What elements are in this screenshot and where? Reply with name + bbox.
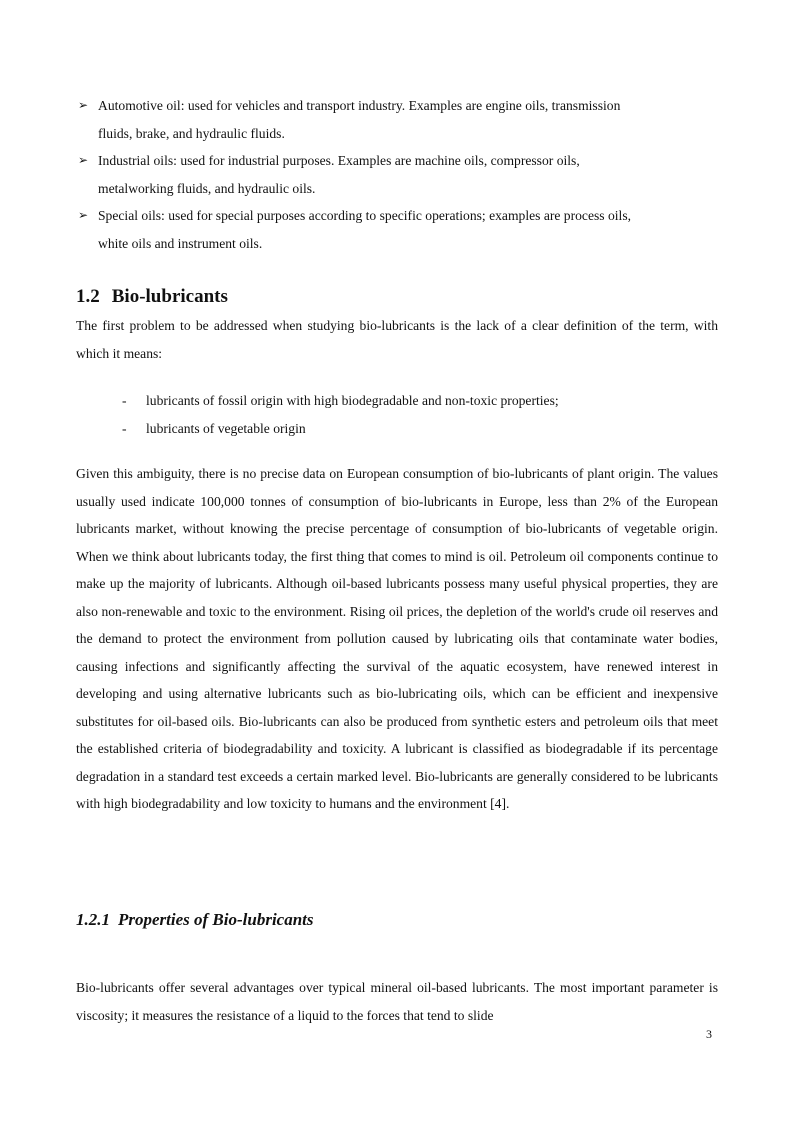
subsection-number: 1.2.1	[76, 910, 110, 929]
paragraph: Bio-lubricants offer several advantages over typical mineral oil-based lubricants. The most important parameter is viscosity; it measures the resistance of a liquid to the forces that tend to slide	[76, 980, 718, 1023]
subsection-title: Properties of Bio-lubricants	[118, 910, 314, 929]
dash-marker: -	[122, 393, 127, 408]
oil-types-list	[76, 92, 656, 257]
definition-text: lubricants of fossil origin with high biodegradable and non-toxic properties;	[146, 393, 559, 408]
arrow-bullet-icon: ➢	[78, 98, 89, 112]
arrow-bullet-icon: ➢	[78, 153, 89, 167]
definition-text: lubricants of vegetable origin	[146, 421, 306, 436]
dash-marker: -	[122, 421, 127, 436]
arrow-bullet-icon: ➢	[78, 208, 89, 222]
definitions-list	[122, 387, 559, 443]
list-item	[122, 387, 559, 415]
page-number: 3	[706, 1027, 712, 1041]
section-heading	[76, 283, 228, 311]
list-item	[122, 415, 559, 443]
list-item	[76, 147, 656, 202]
paragraph: Given this ambiguity, there is no precise data on European consumption of bio-lubricants of plant origin. The values usually used indicate 100,000 tonnes of consumption of bio-lubricants in Europe, less than 2% of the European lubricants market, without knowing the precise percentage of consumption of bio-lubricants of vegetable origin. When we think about lubricants today, the first thing that comes to mind is oil. Petroleum oil components continue to make up the majority of lubricants. Although oil-based lubricants possess many useful physical properties, they are also non-renewable and toxic to the environment. Rising oil prices, the depletion of the world's crude oil reserves and the demand to protect the environment from pollution caused by lubricating oils that contaminate water bodies, causing infections and significantly affecting the survival of the aquatic ecosystem, have renewed interest in developing and using alternative lubricants such as bio-lubricating oils, which can be efficient and inexpensive substitutes for oil-based oils. Bio-lubricants can also be produced from synthetic esters and petroleum oils that meet the established criteria of biodegradability and toxicity. A lubricant is classified as biodegradable if its percentage degradation in a standard test exceeds a certain marked level. Bio-lubricants are generally considered to be lubricants with high biodegradability and low toxicity to humans and the environment [4].	[76, 466, 718, 811]
section-title: Bio-lubricants	[111, 286, 228, 307]
paragraph: The first problem to be addressed when studying bio-lubricants is the lack of a clear definition of the term, with which it means:	[76, 318, 718, 361]
bullet-text: Industrial oils: used for industrial purposes. Examples are machine oils, compressor oils, metalworking fluids, and hydraulic oils.	[98, 153, 580, 196]
bullet-text: Special oils: used for special purposes according to specific operations; examples are process oils, white oils and instrument oils.	[98, 208, 632, 251]
list-item	[76, 92, 656, 147]
list-item	[76, 202, 656, 257]
section-number: 1.2	[76, 286, 100, 307]
bullet-text: Automotive oil: used for vehicles and transport industry. Examples are engine oils, transmission fluids, brake, and hydraulic fluids.	[98, 98, 621, 141]
subsection-heading	[76, 906, 314, 934]
